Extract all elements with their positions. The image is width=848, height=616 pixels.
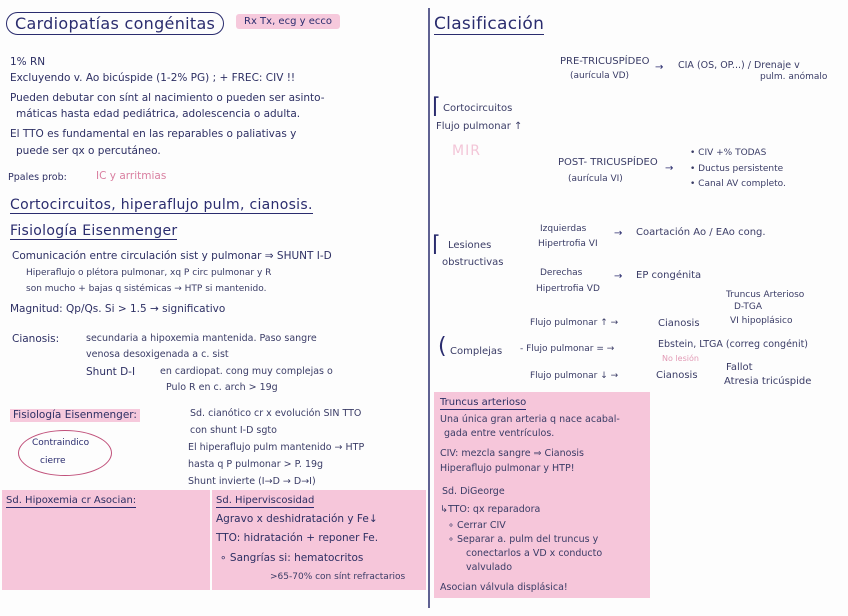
hiperviscosidad-line: ∘ Sangrías si: hematocritos bbox=[220, 552, 364, 564]
truncus-line: conectarlos a VD x conducto bbox=[466, 548, 603, 559]
fisiologia-title: Fisiología Eisenmenger bbox=[10, 223, 178, 239]
post-item: • Ductus persistente bbox=[690, 164, 784, 174]
flujo-down-result: Cianosis bbox=[656, 370, 698, 381]
hiperviscosidad-line: TTO: hidratación + reponer Fe. bbox=[216, 532, 379, 544]
eisenmenger-line: Shunt invierte (I→D → D→I) bbox=[188, 476, 316, 487]
contraindicado-oval bbox=[18, 430, 112, 476]
truncus-line: valvulado bbox=[466, 562, 513, 573]
contraindicado-line: Contraindico bbox=[32, 438, 90, 448]
arrow-icon: → bbox=[655, 62, 664, 73]
arrow-icon: → bbox=[614, 271, 623, 282]
eisenmenger-label: Fisiología Eisenmenger: bbox=[10, 409, 140, 422]
flujo-up-list: Truncus Arterioso bbox=[726, 290, 805, 300]
shunt-line: en cardiopat. cong muy complejas o bbox=[160, 366, 333, 377]
comunicacion-line: Comunicación entre circulación sist y pulmonar ⇒ SHUNT I-D bbox=[12, 250, 332, 262]
truncus-line: gada entre ventrículos. bbox=[444, 428, 555, 439]
flujo-up-line: Flujo pulmonar ↑ → bbox=[530, 318, 619, 328]
flujo-up-result: Cianosis bbox=[658, 318, 700, 329]
ppales-value: IC y arritmias bbox=[96, 170, 167, 182]
cianosis-line: venosa desoxigenada a c. sist bbox=[86, 349, 229, 360]
cianosis-line: secundaria a hipoxemia mantenida. Paso sangre bbox=[86, 333, 317, 344]
hiperviscosidad-line: Agravo x deshidratación y Fe↓ bbox=[216, 513, 378, 525]
intro-line: máticas hasta edad pediátrica, adolescencia o adulta. bbox=[16, 108, 301, 120]
eisenmenger-line: Sd. cianótico cr x evolución SIN TTO bbox=[190, 408, 362, 419]
cianosis-label: Cianosis: bbox=[12, 333, 60, 345]
column-divider bbox=[428, 8, 430, 608]
shunt-line: Pulo R en c. arch > 19g bbox=[166, 382, 278, 393]
arrow-icon: → bbox=[665, 163, 674, 174]
eisenmenger-line: El hiperaflujo pulm mantenido → HTP bbox=[188, 442, 365, 453]
flujo-down-list: Atresia tricúspide bbox=[724, 376, 812, 387]
izquierdas-result: Coartación Ao / EAo cong. bbox=[636, 227, 766, 238]
pre-tricuspideo-result2: pulm. anómalo bbox=[760, 72, 828, 82]
pre-tricuspideo-sub: (aurícula VD) bbox=[570, 71, 630, 81]
flujo-eq-result: Ebstein, LTGA (correg congénit) bbox=[658, 339, 809, 350]
truncus-line: Hiperaflujo pulmonar y HTP! bbox=[440, 463, 575, 474]
page-title: Cardiopatías congénitas bbox=[6, 12, 224, 35]
lesiones-label: obstructivas bbox=[442, 257, 504, 268]
intro-line: El TTO es fundamental en las reparables o paliativas y bbox=[10, 128, 297, 140]
truncus-line: Sd. DiGeorge bbox=[442, 486, 505, 497]
truncus-title: Truncus arterioso bbox=[440, 397, 527, 408]
title-tag: Rx Tx, ecg y ecco bbox=[236, 14, 340, 29]
bracket-left: ( bbox=[438, 334, 447, 359]
post-item-text: Ductus persistente bbox=[698, 164, 784, 174]
truncus-line: ∘ Cerrar CIV bbox=[448, 520, 506, 531]
truncus-line: Asocian válvula displásica! bbox=[440, 582, 568, 593]
bracket-left: ⌈ bbox=[432, 94, 441, 119]
complejas-label: Complejas bbox=[450, 346, 503, 357]
bracket-left: ⌈ bbox=[432, 232, 441, 257]
post-item-text: CIV +% TODAS bbox=[698, 148, 767, 158]
arrow-icon: → bbox=[614, 228, 623, 239]
contraindicado-line: cierre bbox=[40, 456, 66, 466]
flujo-eq-line: - Flujo pulmonar = → bbox=[520, 344, 615, 354]
post-tricuspideo-sub: (aurícula VI) bbox=[568, 174, 623, 184]
magnitud-line: Magnitud: Qp/Qs. Si > 1.5 → significativo bbox=[10, 303, 226, 315]
derechas-result: EP congénita bbox=[636, 270, 702, 281]
lesiones-label: Lesiones bbox=[448, 240, 492, 251]
hipoxemia-box-title: Sd. Hipoxemia cr Asocian: bbox=[6, 495, 137, 506]
hiperaflujo-line: son mucho + bajas q sistémicas → HTP si mantenido. bbox=[26, 284, 267, 294]
intro-line: 1% RN bbox=[10, 56, 46, 68]
derechas-title: Derechas bbox=[540, 268, 583, 278]
pre-tricuspideo-result: CIA (OS, OP...) / Drenaje v bbox=[678, 60, 800, 71]
flujo-up-list: D-TGA bbox=[734, 302, 762, 312]
truncus-line: ∘ Separar a. pulm del truncus y bbox=[448, 534, 599, 545]
izquierdas-title: Izquierdas bbox=[540, 224, 587, 234]
flujo-up-list: VI hipoplásico bbox=[730, 316, 793, 326]
clasificacion-title: Clasificación bbox=[434, 14, 545, 34]
mir-watermark: MIR bbox=[452, 143, 481, 159]
shunt-label: Shunt D-I bbox=[86, 366, 136, 378]
hiperviscosidad-line: >65-70% con sínt refractarios bbox=[270, 572, 406, 582]
truncus-line: Una única gran arteria q nace acabal- bbox=[440, 414, 620, 425]
post-item-text: Canal AV completo. bbox=[698, 179, 786, 189]
ppales-label: Ppales prob: bbox=[8, 172, 67, 183]
hiperaflujo-line: Hiperaflujo o plétora pulmonar, xq P circ pulmonar y R bbox=[26, 268, 272, 278]
intro-line: Excluyendo v. Ao bicúspide (1-2% PG) ; + FREC: CIV !! bbox=[10, 72, 296, 84]
pre-tricuspideo-title: PRE-TRICUSPÍDEO bbox=[560, 56, 650, 67]
flujo-down-line: Flujo pulmonar ↓ → bbox=[530, 371, 619, 381]
derechas-sub: Hipertrofia VD bbox=[536, 284, 600, 294]
flujo-eq-note: No lesión bbox=[662, 354, 699, 363]
eisenmenger-line: con shunt I-D sgto bbox=[190, 425, 277, 436]
flujo-down-list: Fallot bbox=[726, 362, 753, 373]
truncus-line: ↳TTO: qx reparadora bbox=[440, 504, 541, 515]
post-tricuspideo-title: POST- TRICUSPÍDEO bbox=[558, 157, 658, 168]
flujo-pulmonar-label: Flujo pulmonar ↑ bbox=[436, 121, 523, 132]
cortocircuitos-label: Cortocircuitos bbox=[443, 103, 513, 114]
intro-line: puede ser qx o percutáneo. bbox=[16, 145, 161, 157]
izquierdas-sub: Hipertrofia VI bbox=[538, 239, 598, 249]
intro-line: Pueden debutar con sínt al nacimiento o pueden ser asinto- bbox=[10, 92, 325, 104]
truncus-line: CIV: mezcla sangre ⇒ Cianosis bbox=[440, 448, 584, 459]
hiperviscosidad-box-title: Sd. Hiperviscosidad bbox=[216, 495, 315, 506]
section-cortocircuitos-title: Cortocircuitos, hiperaflujo pulm, cianosis. bbox=[10, 197, 313, 213]
post-item: • Canal AV completo. bbox=[690, 179, 786, 189]
post-item: • CIV +% TODAS bbox=[690, 148, 767, 158]
eisenmenger-line: hasta q P pulmonar > P. 19g bbox=[188, 459, 324, 470]
